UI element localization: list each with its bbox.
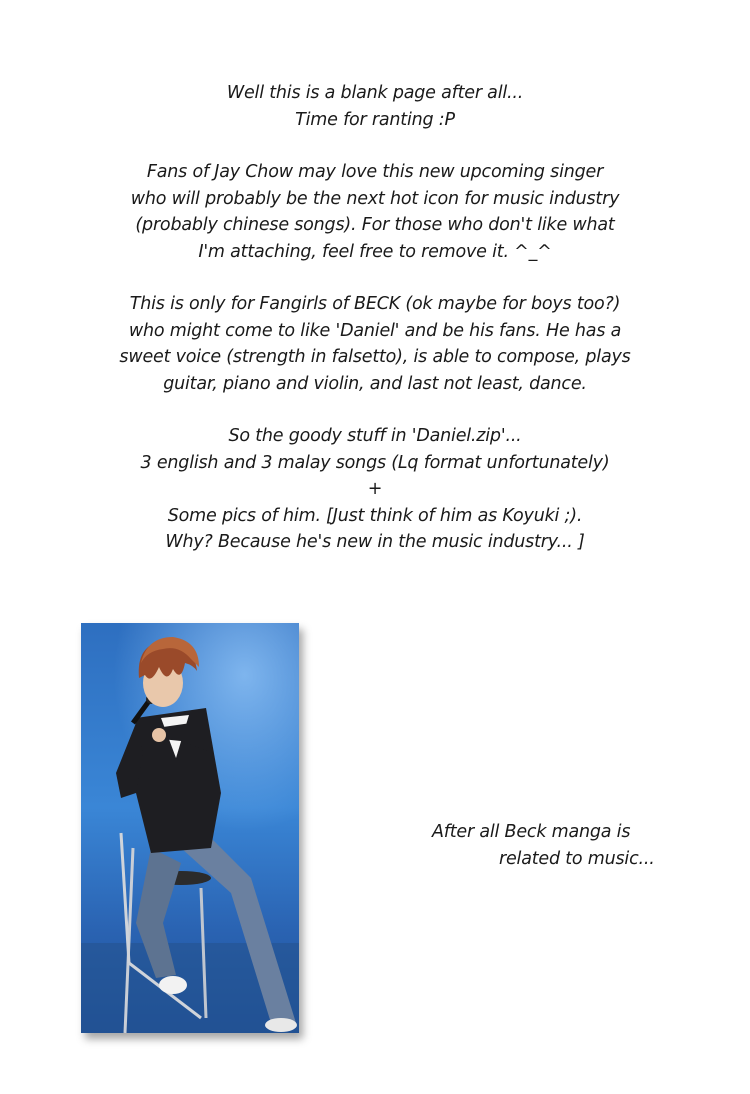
caption-line: related to music... — [499, 849, 655, 869]
text-line: Time for ranting :P — [295, 109, 455, 130]
text-line: Fans of Jay Chow may love this new upcoming singer — [146, 162, 604, 182]
caption-line: After all Beck manga is — [432, 822, 631, 842]
text-line: This is only for Fangirls of BECK (ok maybe for boys too?) — [129, 294, 621, 314]
photo-caption — [400, 819, 700, 873]
text-line: So the goody stuff in 'Daniel.zip'... — [228, 426, 522, 446]
paragraph-beck-fangirls — [0, 291, 750, 397]
text-line: 3 english and 3 malay songs (Lq format unfortunately) — [140, 452, 610, 473]
text-line: I'm attaching, feel free to remove it. ^_^ — [198, 241, 552, 262]
paragraph-goody-stuff — [0, 423, 750, 556]
singer-photo — [81, 623, 299, 1033]
text-line: + — [367, 479, 383, 499]
text-line: Some pics of him. [Just think of him as Koyuki ;). — [167, 505, 583, 526]
text-line: who might come to like 'Daniel' and be his fans. He has a — [128, 320, 622, 341]
text-line: Why? Because he's new in the music industry... ] — [165, 532, 585, 552]
text-line: sweet voice (strength in falsetto), is able to compose, plays — [119, 347, 631, 367]
singer-illustration — [81, 623, 299, 1033]
paragraph-intro — [0, 80, 750, 133]
text-line: guitar, piano and violin, and last not least, dance. — [163, 373, 587, 394]
text-line: who will probably be the next hot icon for music industry — [130, 188, 620, 209]
paragraph-jay-chow — [0, 159, 750, 265]
rant-text-block — [0, 80, 750, 582]
text-line: Well this is a blank page after all... — [226, 83, 524, 103]
text-line: (probably chinese songs). For those who don't like what — [135, 215, 615, 235]
